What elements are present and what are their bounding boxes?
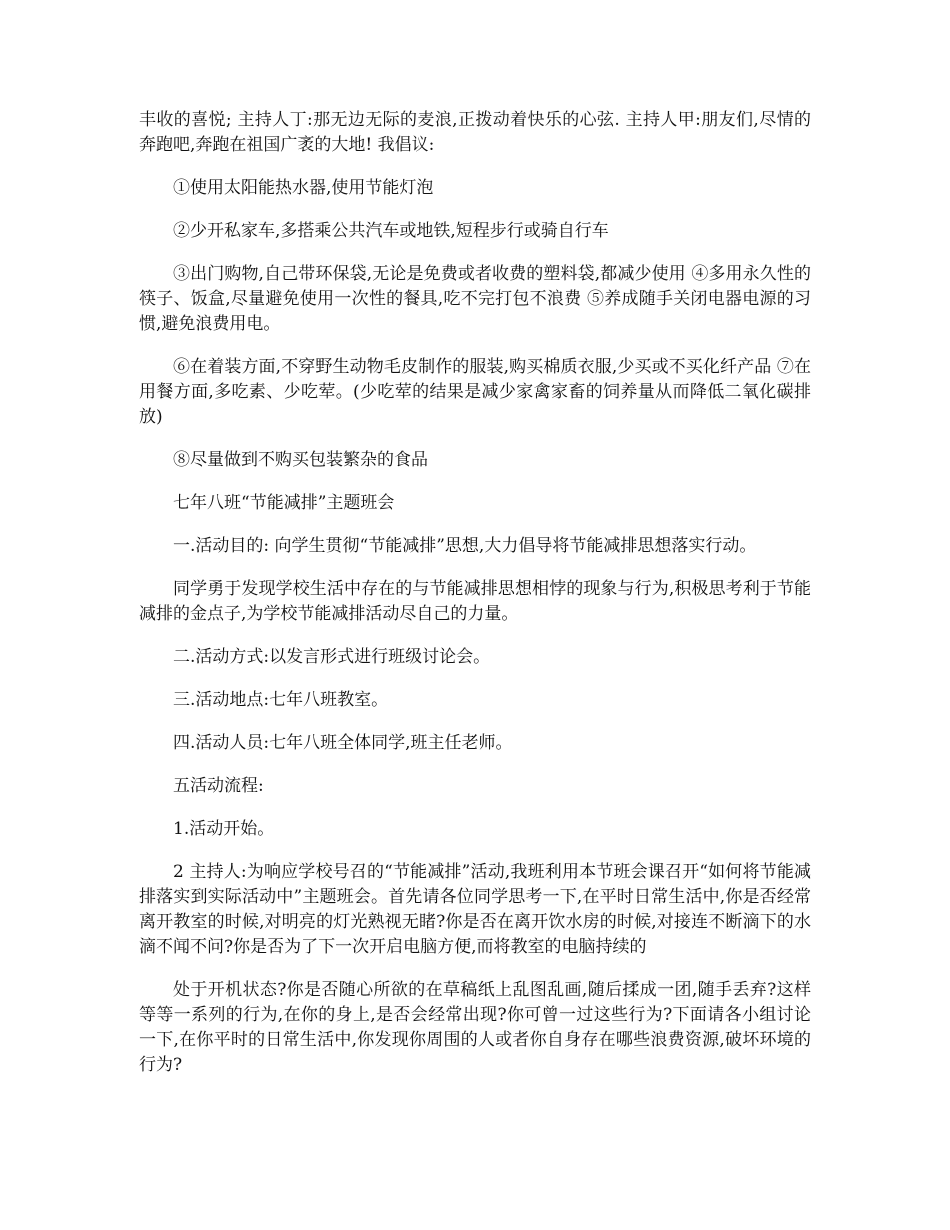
paragraph-activity-process-heading: 五活动流程: <box>173 776 264 796</box>
paragraph-proposal-2: ②少开私家车,多搭乘公共汽车或地铁,短程步行或骑自行车 <box>173 221 609 241</box>
paragraph-activity-purpose: 一.活动目的: 向学生贯彻“节能减排”思想,大力倡导将节能减排思想落实行动。 <box>173 536 757 556</box>
paragraph-proposal-6-7: ⑥在着装方面,不穿野生动物毛皮制作的服装,购买棉质衣服,少买或不买化纤产品 ⑦在用餐方面,多吃素、少吃荤。(少吃荤的结果是减少家禽家畜的饲养量从而降低二氧化碳排放) <box>139 357 811 427</box>
paragraph-host-speech: 2 主持人:为响应学校号召的“节能减排”活动,我班利用本节班会课召开“如何将节能减排落实到实际活动中”主题班会。首先请各位同学思考一下,在平时日常生活中,你是否经常离开教室的时候,对明亮的灯光熟视无睹?你是否在离开饮水房的时候,对接连不断滴下的水滴不闻不问?你是否为了下一次开启电脑方便,而将教室的电脑持续的 <box>139 862 811 957</box>
paragraph-proposal-8: ⑧尽量做到不购买包装繁杂的食品 <box>173 450 428 470</box>
paragraph-host-speech-continued: 处于开机状态?你是否随心所欲的在草稿纸上乱图乱画,随后揉成一团,随手丢弃?这样等等一系列的行为,在你的身上,是否会经常出现?你可曾一过这些行为?下面请各小组讨论一下,在你平时的日常生活中,你发现你周围的人或者你自身存在哪些浪费资源,破坏环境的行为? <box>139 980 811 1075</box>
paragraph-hosts-proposal-intro: 丰收的喜悦; 主持人丁:那无边无际的麦浪,正拨动着快乐的心弦. 主持人甲:朋友们,尽情的奔跑吧,奔跑在祖国广袤的大地! 我倡议: <box>139 110 811 155</box>
paragraph-activity-participants: 四.活动人员:七年八班全体同学,班主任老师。 <box>173 733 513 753</box>
paragraph-activity-method: 二.活动方式:以发言形式进行班级讨论会。 <box>173 647 491 667</box>
document-body <box>139 108 811 1096</box>
section-title: 七年八班“节能减排”主题班会 <box>173 493 395 513</box>
paragraph-activity-start: 1.活动开始。 <box>173 819 275 839</box>
paragraph-proposal-3-5: ③出门购物,自己带环保袋,无论是免费或者收费的塑料袋,都减少使用 ④多用永久性的筷子、饭盒,尽量避免使用一次性的餐具,吃不完打包不浪费 ⑤养成随手关闭电器电源的习惯,避免浪费用电。 <box>139 264 811 334</box>
paragraph-activity-location: 三.活动地点:七年八班教室。 <box>173 690 389 710</box>
paragraph-proposal-1: ①使用太阳能热水器,使用节能灯泡 <box>173 178 434 198</box>
paragraph-activity-purpose-detail: 同学勇于发现学校生活中存在的与节能减排思想相悖的现象与行为,积极思考利于节能减排的金点子,为学校节能减排活动尽自己的力量。 <box>139 579 811 624</box>
